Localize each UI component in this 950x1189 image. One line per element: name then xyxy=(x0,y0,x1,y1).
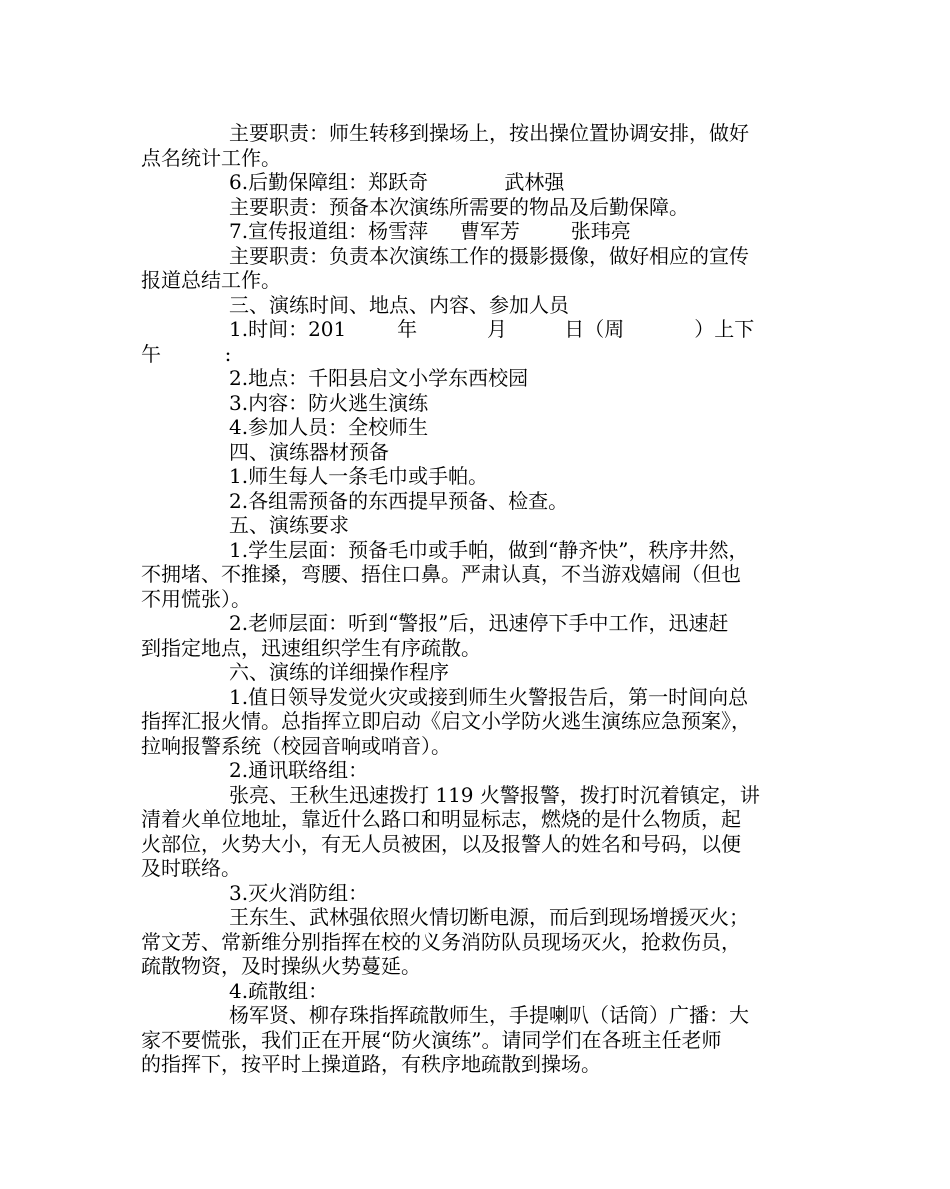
text-line: 五、演练要求 xyxy=(229,513,349,537)
text-line: 杨军贤、柳存珠指挥疏散师生，手提喇叭（话筒）广播：大 xyxy=(229,1003,749,1027)
text-line: 指挥汇报火情。总指挥立即启动《启文小学防火逃生演练应急预案》， xyxy=(141,709,751,733)
text-line: 家不要慌张，我们正在开展“防火演练”。请同学们在各班主任老师 xyxy=(141,1027,722,1052)
text-line: 4.参加人员：全校师生 xyxy=(229,415,429,439)
text-line: 2.老师层面：听到“警报”后，迅速停下手中工作，迅速赶 xyxy=(229,611,729,635)
text-line: 7.宣传报道组：杨雪萍 曹军芳 张玮亮 xyxy=(229,219,631,243)
text-line: 6.后勤保障组：郑跃奇 武林强 xyxy=(229,170,565,194)
text-line: 疏散物资，及时操纵火势蔓延。 xyxy=(141,954,421,978)
text-line: 2.地点：千阳县启文小学东西校园 xyxy=(229,366,529,390)
text-line: 清着火单位地址，靠近什么路口和明显标志，燃烧的是什么物质，起 xyxy=(141,807,741,831)
text-line: 的指挥下，按平时上操道路，有秩序地疏散到操场。 xyxy=(141,1052,601,1076)
text-line: 2.各组需预备的东西提早预备、检查。 xyxy=(229,488,569,513)
text-line: 1.师生每人一条毛巾或手帕。 xyxy=(229,464,489,488)
text-line: 火部位，火势大小，有无人员被困，以及报警人的姓名和号码，以便 xyxy=(141,831,741,856)
text-line: 四、演练器材预备 xyxy=(229,439,389,464)
text-line: 1.学生层面：预备毛巾或手帕，做到“静齐快”，秩序井然， xyxy=(229,537,749,562)
text-line: 六、演练的详细操作程序 xyxy=(229,660,449,684)
text-line: 1.值日领导发觉火灾或接到师生火警报告后，第一时间向总 xyxy=(229,684,749,709)
text-line: 主要职责：负责本次演练工作的摄影摄像，做好相应的宣传 xyxy=(229,243,749,268)
text-line: 点名统计工作。 xyxy=(141,145,281,170)
text-line: 报道总结工作。 xyxy=(141,268,281,292)
text-line: 4.疏散组： xyxy=(229,978,329,1003)
text-line: 常文芳、常新维分别指挥在校的义务消防队员现场灭火，抢救伤员， xyxy=(141,929,741,954)
text-line: 三、演练时间、地点、内容、参加人员 xyxy=(229,292,569,317)
text-line: 不用慌张）。 xyxy=(141,586,251,611)
document-body xyxy=(141,121,813,1077)
text-line: 王东生、武林强依照火情切断电源，而后到现场增援灭火； xyxy=(229,905,749,929)
text-line: 不拥堵、不推搡，弯腰、捂住口鼻。严肃认真，不当游戏嬉闹（但也 xyxy=(141,562,741,586)
text-line: 到指定地点，迅速组织学生有序疏散。 xyxy=(141,635,481,660)
text-line: 1.时间：201 年 月 日（周 ）上下 xyxy=(229,317,755,341)
text-line: 张亮、王秋生迅速拨打 119 火警报警，拨打时沉着镇定，讲 xyxy=(229,782,760,807)
text-line: 主要职责：预备本次演练所需要的物品及后勤保障。 xyxy=(229,194,689,219)
text-line: 及时联络。 xyxy=(141,856,241,880)
text-line: 2.通讯联络组： xyxy=(229,758,369,782)
text-line: 3.内容：防火逃生演练 xyxy=(229,390,429,415)
text-line: 主要职责：师生转移到操场上，按出操位置协调安排，做好 xyxy=(229,121,749,145)
text-line: 午 : xyxy=(141,341,232,366)
text-line: 拉响报警系统（校园音响或哨音）。 xyxy=(141,733,451,758)
text-line: 3.灭火消防组： xyxy=(229,880,369,905)
